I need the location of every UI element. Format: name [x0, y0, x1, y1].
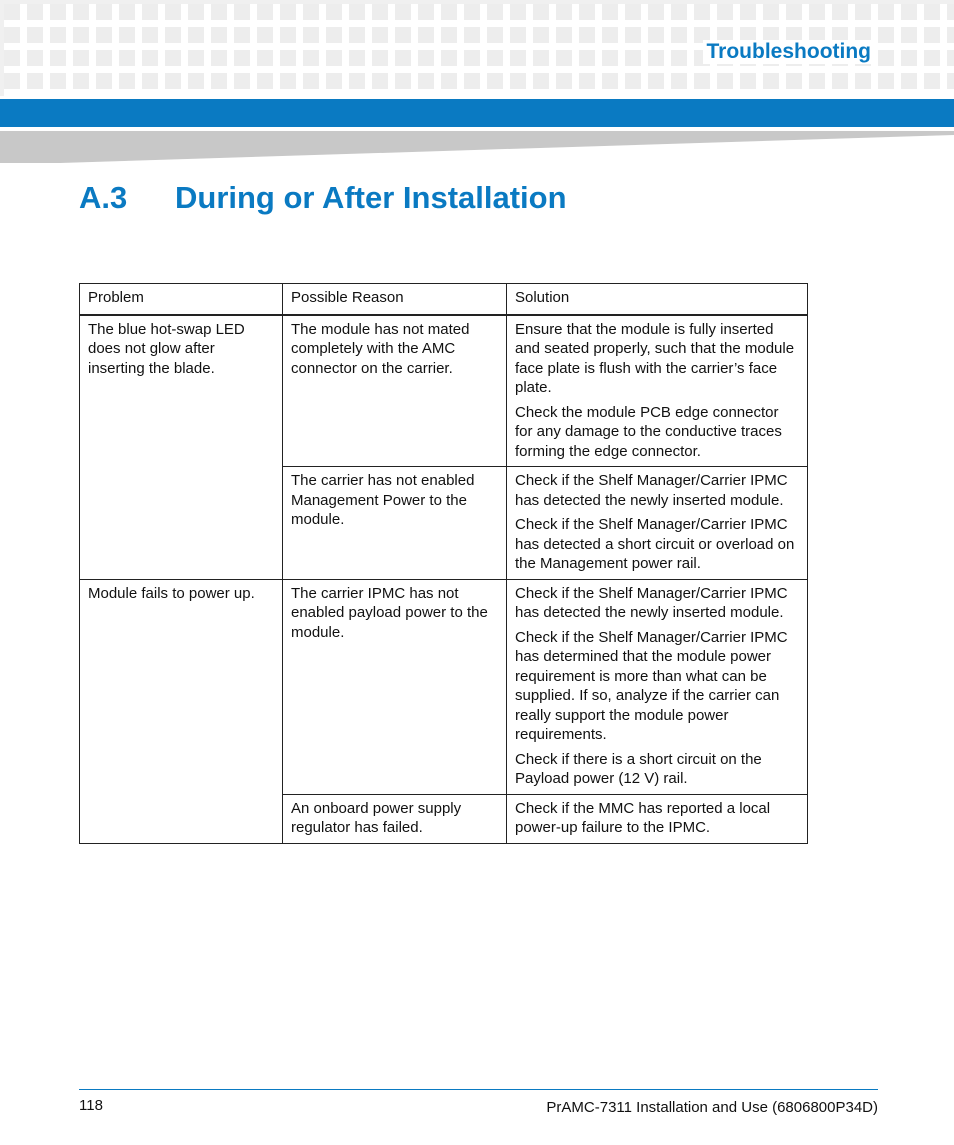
column-header: Possible Reason: [283, 284, 507, 315]
page-number: 118: [79, 1097, 103, 1114]
solution-text: Ensure that the module is fully inserted and seated properly, such that the module face plate is flush with the carrier’s face plate.: [515, 320, 795, 396]
section-title: During or After Installation: [175, 180, 567, 215]
document-title: PrAMC-7311 Installation and Use (6806800P34D): [546, 1099, 878, 1116]
solution-text: Check if the Shelf Manager/Carrier IPMC has determined that the module power requirement is more than what can be supplied. If so, analyze if the carrier can really support the module power requirements.: [515, 628, 788, 743]
solution-cell: [507, 579, 808, 794]
section-label: Troubleshooting: [703, 40, 875, 64]
solution-text: Check if the Shelf Manager/Carrier IPMC has detected a short circuit or overload on the Management power rail.: [515, 516, 795, 572]
solution-cell: [507, 315, 808, 467]
section-heading: [79, 180, 567, 216]
solution-cell: [507, 467, 808, 580]
solution-cell: [507, 794, 808, 843]
reason-cell: The carrier IPMC has not enabled payload power to the module.: [283, 579, 507, 794]
header-blue-bar: [0, 99, 954, 127]
reason-cell: The carrier has not enabled Management Power to the module.: [283, 467, 507, 580]
problem-cell: The blue hot-swap LED does not glow after inserting the blade.: [80, 315, 283, 580]
header-gray-wedge: [0, 131, 954, 163]
reason-cell: An onboard power supply regulator has failed.: [283, 794, 507, 843]
table-row: [80, 579, 808, 794]
table-header-row: [80, 284, 808, 315]
section-number: A.3: [79, 180, 128, 215]
column-header: Solution: [507, 284, 808, 315]
solution-text: Check if the MMC has reported a local power-up failure to the IPMC.: [515, 799, 771, 836]
troubleshooting-table: [79, 283, 808, 844]
problem-cell: Module fails to power up.: [80, 579, 283, 843]
footer-divider: [79, 1089, 878, 1090]
solution-text: Check if there is a short circuit on the Payload power (12 V) rail.: [515, 750, 762, 787]
solution-text: Check if the Shelf Manager/Carrier IPMC has detected the newly inserted module.: [515, 584, 788, 621]
solution-text: Check the module PCB edge connector for any damage to the conductive traces forming the edge connector.: [515, 403, 782, 460]
solution-text: Check if the Shelf Manager/Carrier IPMC has detected the newly inserted module.: [515, 472, 788, 509]
reason-cell: The module has not mated completely with the AMC connector on the carrier.: [283, 315, 507, 467]
column-header: Problem: [80, 284, 283, 315]
table-row: [80, 315, 808, 467]
